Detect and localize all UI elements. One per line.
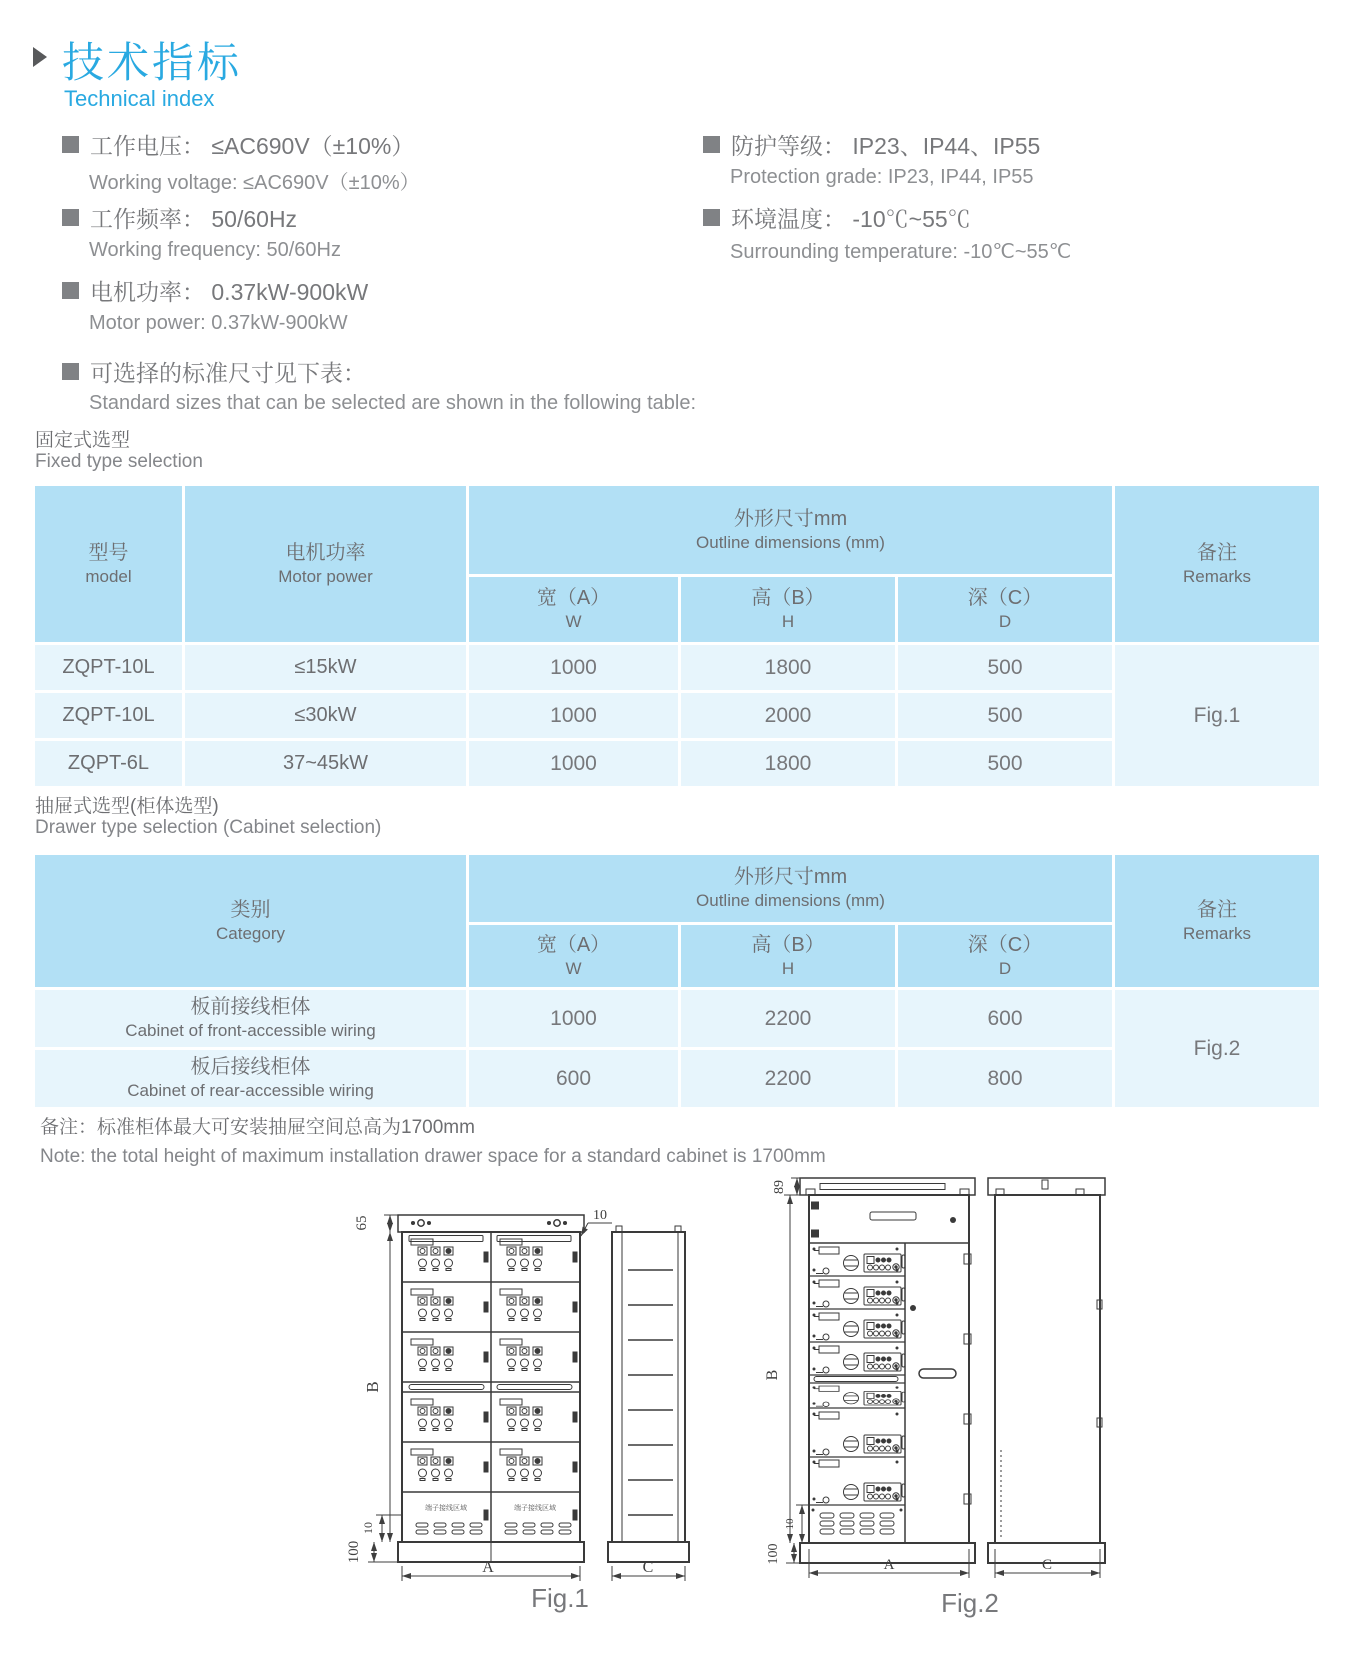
fig1-terminal-area-label: 端子接线区域 <box>425 1505 467 1512</box>
drawer-type-table <box>35 855 1319 1107</box>
fig1-dim-depth-c: C <box>642 1559 654 1576</box>
t1-header-width-cn: 宽（A） <box>536 587 611 610</box>
fig2-dim-base: 100 <box>766 1543 781 1565</box>
bullet-square-icon <box>703 136 720 153</box>
t2-row1-category <box>35 1050 466 1107</box>
fig1-dim-height-b: B <box>363 1381 382 1393</box>
fig1-dim-vent: 10 <box>361 1522 375 1534</box>
t1-header-height <box>681 577 895 642</box>
spec-temperature-en: Surrounding temperature: -10℃~55℃ <box>730 241 1072 263</box>
t2-row0-category-en: Cabinet of front-accessible wiring <box>125 1021 376 1041</box>
fixed-type-table <box>35 486 1319 786</box>
note-cn: 备注：标准柜体最大可安装抽屉空间总高为1700mm <box>40 1117 475 1138</box>
fig1-dim-top-gap: 10 <box>593 1208 607 1223</box>
fig1-cabinet-drawing <box>340 1185 710 1595</box>
spec-frequency-en: Working frequency: 50/60Hz <box>89 239 341 261</box>
fig2-dim-width-a: A <box>883 1557 895 1573</box>
t1-row0-height: 1800 <box>681 645 895 690</box>
t1-row0-depth: 500 <box>898 645 1112 690</box>
fixed-table-title-en: Fixed type selection <box>35 451 203 472</box>
spec-motor-power-cn-text: 电机功率： 0.37kW-900kW <box>90 279 369 305</box>
t1-header-power <box>185 486 466 642</box>
t1-header-dimensions <box>469 486 1112 574</box>
t2-header-height-cn: 高（B） <box>751 933 825 956</box>
t2-row1-category-en: Cabinet of rear-accessible wiring <box>127 1081 374 1101</box>
t1-header-model-cn: 型号 <box>88 541 129 564</box>
spec-temperature-cn <box>703 201 971 234</box>
fig1-dim-cap-height: 65 <box>354 1215 370 1231</box>
bullet-square-icon <box>703 209 720 226</box>
note-en: Note: the total height of maximum installation drawer space for a standard cabinet is 1700mm <box>40 1146 826 1167</box>
t2-remark-fig: Fig.2 <box>1115 990 1319 1107</box>
t2-header-height-en: H <box>781 958 795 978</box>
t1-row1-width: 1000 <box>469 693 678 738</box>
fig2-dim-height-b: B <box>764 1369 781 1381</box>
t1-header-dims-cn: 外形尺寸mm <box>733 507 848 530</box>
t1-row0-power: ≤15kW <box>185 645 466 690</box>
t2-row1-width: 600 <box>469 1050 678 1107</box>
bullet-square-icon <box>62 209 79 226</box>
t1-header-width <box>469 577 678 642</box>
spec-frequency-cn <box>62 201 297 234</box>
t2-header-height <box>681 925 895 987</box>
t1-header-depth-cn: 深（C） <box>967 587 1043 610</box>
t1-row2-power: 37~45kW <box>185 741 466 786</box>
t1-header-model-en: model <box>85 566 132 586</box>
t1-row2-depth: 500 <box>898 741 1112 786</box>
t1-header-power-cn: 电机功率 <box>285 541 366 564</box>
page-subtitle: Technical index <box>64 86 215 111</box>
t1-header-height-cn: 高（B） <box>751 587 825 610</box>
fig1-dim-base: 100 <box>346 1540 362 1564</box>
fig1-dim-width-a: A <box>482 1559 494 1576</box>
t2-row0-depth: 600 <box>898 990 1112 1047</box>
bullet-square-icon <box>62 136 79 153</box>
spec-intro-en: Standard sizes that can be selected are shown in the following table: <box>89 392 697 414</box>
t1-row2-width: 1000 <box>469 741 678 786</box>
t1-row1-height: 2000 <box>681 693 895 738</box>
t2-header-category <box>35 855 466 987</box>
spec-intro-cn <box>62 355 366 388</box>
t2-header-remarks-en: Remarks <box>1182 923 1251 943</box>
fig1-side-view <box>608 1226 689 1562</box>
t2-header-width-cn: 宽（A） <box>536 933 611 956</box>
spec-voltage-cn <box>62 128 414 161</box>
spec-protection-en: Protection grade: IP23, IP44, IP55 <box>730 166 1034 188</box>
t1-row2-height: 1800 <box>681 741 895 786</box>
t1-row1-depth: 500 <box>898 693 1112 738</box>
fixed-table-title-cn: 固定式选型 <box>35 430 131 451</box>
t2-header-category-en: Category <box>216 923 285 943</box>
t1-header-height-en: H <box>781 612 795 632</box>
fig1-caption: Fig.1 <box>531 1583 589 1613</box>
t1-header-remarks <box>1115 486 1319 642</box>
t2-header-depth-en: D <box>998 958 1012 978</box>
t1-row0-width: 1000 <box>469 645 678 690</box>
t2-header-dims-cn: 外形尺寸mm <box>733 866 848 889</box>
fig2-dim-vent: 10 <box>784 1518 796 1530</box>
t2-header-depth-cn: 深（C） <box>967 933 1043 956</box>
t1-header-depth <box>898 577 1112 642</box>
t2-header-category-cn: 类别 <box>230 898 271 921</box>
t2-header-dims-en: Outline dimensions (mm) <box>696 891 885 911</box>
bullet-square-icon <box>62 363 79 380</box>
t2-row0-category <box>35 990 466 1047</box>
drawer-table-title-cn: 抽屉式选型(柜体选型) <box>35 796 219 817</box>
bullet-square-icon <box>62 282 79 299</box>
t1-header-depth-en: D <box>998 612 1012 632</box>
spec-motor-power-en: Motor power: 0.37kW-900kW <box>89 312 348 334</box>
spec-voltage-cn-text: 工作电压： ≤AC690V（±10%） <box>90 133 415 159</box>
t1-row1-power: ≤30kW <box>185 693 466 738</box>
t1-row1-model: ZQPT-10L <box>35 693 182 738</box>
t2-row1-depth: 800 <box>898 1050 1112 1107</box>
fig2-side-view <box>988 1178 1105 1563</box>
t1-header-remarks-en: Remarks <box>1182 566 1251 586</box>
t2-row0-height: 2200 <box>681 990 895 1047</box>
t1-header-remarks-cn: 备注 <box>1197 541 1237 564</box>
t2-header-dimensions <box>469 855 1112 922</box>
fig2-caption: Fig.2 <box>941 1588 999 1618</box>
spec-temperature-cn-text: 环境温度： -10℃~55℃ <box>731 206 971 232</box>
fig2-dim-cap-height: 89 <box>772 1180 787 1194</box>
t1-remark-fig: Fig.1 <box>1115 645 1319 786</box>
spec-voltage-en: Working voltage: ≤AC690V（±10%） <box>89 172 420 194</box>
fig2-dim-depth-c: C <box>1041 1557 1053 1573</box>
fig1-terminal-area-label: 端子接线区域 <box>514 1505 556 1512</box>
t1-row0-model: ZQPT-10L <box>35 645 182 690</box>
fig2-cabinet-drawing <box>720 1150 1150 1590</box>
spec-motor-power-cn <box>62 274 368 307</box>
drawer-table-title-en: Drawer type selection (Cabinet selection) <box>35 817 382 838</box>
t2-header-depth <box>898 925 1112 987</box>
t2-header-width-en: W <box>565 958 582 978</box>
t2-row1-category-cn: 板后接线柜体 <box>190 1056 311 1079</box>
section-arrow-icon <box>33 47 47 67</box>
t1-header-power-en: Motor power <box>278 566 373 586</box>
spec-intro-cn-text: 可选择的标准尺寸见下表： <box>90 360 366 386</box>
t2-row0-category-cn: 板前接线柜体 <box>190 996 311 1019</box>
t1-row2-model: ZQPT-6L <box>35 741 182 786</box>
t2-header-remarks <box>1115 855 1319 987</box>
spec-frequency-cn-text: 工作频率： 50/60Hz <box>90 206 298 232</box>
t1-header-model <box>35 486 182 642</box>
page-title: 技术指标 <box>62 39 243 86</box>
t2-row0-width: 1000 <box>469 990 678 1047</box>
t2-row1-height: 2200 <box>681 1050 895 1107</box>
t1-header-width-en: W <box>565 612 582 632</box>
spec-protection-cn <box>703 128 1040 161</box>
t1-header-dims-en: Outline dimensions (mm) <box>696 532 885 552</box>
spec-protection-cn-text: 防护等级： IP23、IP44、IP55 <box>731 133 1041 159</box>
t2-header-remarks-cn: 备注 <box>1197 898 1237 921</box>
t2-header-width <box>469 925 678 987</box>
